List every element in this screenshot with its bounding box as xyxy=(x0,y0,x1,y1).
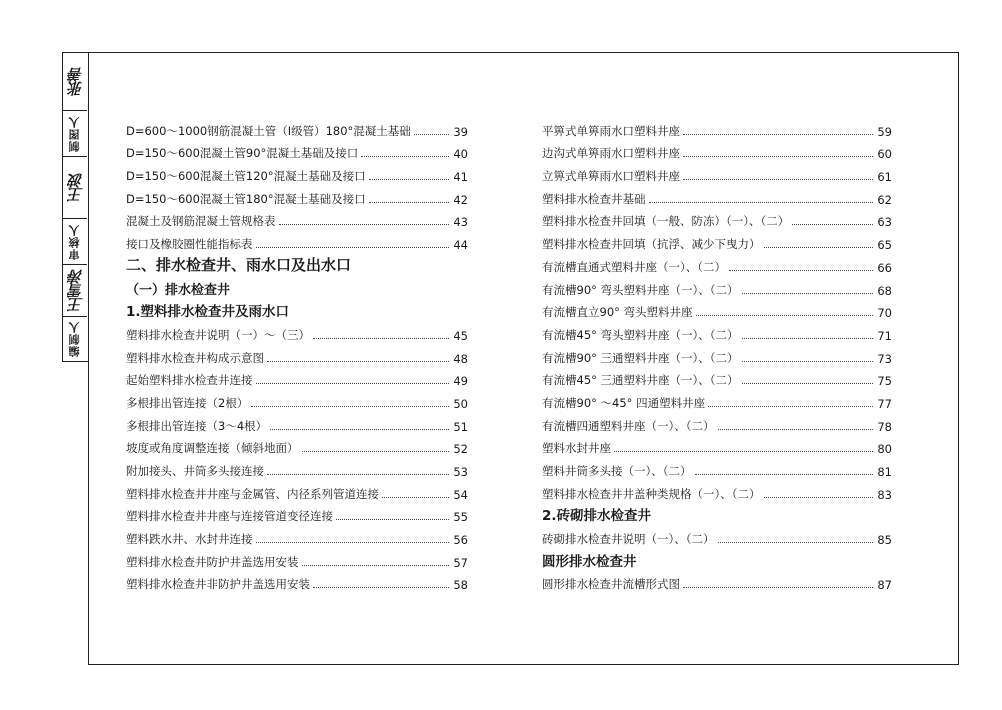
toc-page-number: 55 xyxy=(453,510,468,525)
toc-entry-title: 塑料排水检查井回填（一般、防冻）（一）、（二） xyxy=(542,214,790,229)
toc-entry-title: 平箅式单箅雨水口塑料井座 xyxy=(542,123,680,138)
toc-entry-title: 多根排出管连接（2根） xyxy=(126,395,249,410)
dot-leader xyxy=(369,202,449,203)
signature-strip xyxy=(62,52,88,362)
toc-entry-title: 塑料排水检查井井盖种类规格（一）、（二） xyxy=(542,486,761,501)
label-text: 编制人 xyxy=(68,321,81,357)
toc-entry-title: 有流槽45° 三通塑料井座（一）、（二） xyxy=(542,373,739,388)
toc-entry-title: 塑料排水检查井说明（一）～（三） xyxy=(126,327,310,342)
toc-page-number: 70 xyxy=(877,306,892,321)
dot-leader xyxy=(718,542,874,543)
toc-entry[interactable] xyxy=(542,116,892,139)
dot-leader xyxy=(369,179,449,180)
section-heading: 2.砖砌排水检查井 xyxy=(542,508,652,525)
toc-page-number: 68 xyxy=(877,283,892,298)
toc-entry[interactable] xyxy=(126,524,468,547)
dot-leader xyxy=(302,451,450,452)
toc-entry[interactable] xyxy=(126,388,468,411)
toc-entry[interactable] xyxy=(542,184,892,207)
label-text: 制图人 xyxy=(68,115,81,152)
toc-entry-title: D=150～600混凝土管120°混凝土基础及接口 xyxy=(126,169,366,184)
dot-leader xyxy=(267,474,449,475)
dot-leader xyxy=(695,474,874,475)
dot-leader xyxy=(382,497,449,498)
toc-left-column xyxy=(126,116,468,592)
toc-entry[interactable] xyxy=(126,479,468,502)
section-heading: （一）排水检查井 xyxy=(126,282,231,298)
dot-leader xyxy=(683,156,873,157)
toc-entry-title: D=600～1000钢筋混凝土管（Ⅰ级管）180°混凝土基础 xyxy=(126,123,411,138)
toc-entry[interactable] xyxy=(542,298,892,321)
toc-page-number: 66 xyxy=(877,260,892,275)
toc-page-number: 62 xyxy=(877,192,892,207)
dot-leader xyxy=(742,361,873,362)
toc-entry[interactable] xyxy=(542,366,892,389)
dot-leader xyxy=(270,429,449,430)
toc-entry-title: 混凝土及钢筋混凝土管规格表 xyxy=(126,214,276,229)
toc-entry-title: 塑料井筒多头接（一）、（二） xyxy=(542,464,692,478)
toc-entry[interactable] xyxy=(542,252,892,275)
toc-entry-title: 塑料水封井座 xyxy=(542,441,611,456)
toc-page-number: 49 xyxy=(453,374,468,389)
dot-leader xyxy=(742,383,873,384)
dot-leader xyxy=(279,224,450,225)
toc-page-number: 39 xyxy=(453,124,468,139)
toc-page-number: 77 xyxy=(877,396,892,411)
toc-page-number: 51 xyxy=(453,419,468,434)
toc-entry-title: 坡度或角度调整连接（倾斜地面） xyxy=(126,441,299,456)
toc-entry[interactable] xyxy=(126,139,468,162)
label-editor xyxy=(63,317,87,361)
toc-page-number: 58 xyxy=(453,578,468,593)
toc-entry[interactable] xyxy=(542,388,892,411)
toc-entry-title: 有流槽90° ～45° 四通塑料井座 xyxy=(542,395,706,410)
dot-leader xyxy=(683,587,873,588)
toc-entry-title: 多根排出管连接（3～4根） xyxy=(126,418,268,433)
toc-entry[interactable] xyxy=(542,139,892,162)
dot-leader xyxy=(256,247,450,248)
toc-page-number: 54 xyxy=(453,487,468,502)
toc-page-number: 78 xyxy=(877,419,892,434)
dot-leader xyxy=(313,587,449,588)
toc-entry[interactable] xyxy=(126,184,468,207)
dot-leader xyxy=(313,338,449,339)
toc-entry[interactable] xyxy=(542,207,892,230)
toc-entry-title: 接口及橡胶圈性能指标表 xyxy=(126,237,253,252)
signature-text: 王波 xyxy=(66,173,85,202)
toc-entry-title: 塑料排水检查井非防护井盖选用安装 xyxy=(126,577,310,592)
toc-page-number: 45 xyxy=(453,328,468,343)
dot-leader xyxy=(649,202,874,203)
toc-right-column xyxy=(542,116,892,592)
dot-leader xyxy=(718,429,874,430)
section-heading: 二、排水检查井、雨水口及出水口 xyxy=(126,255,352,274)
toc-entry[interactable] xyxy=(126,411,468,434)
toc-entry[interactable] xyxy=(542,320,892,343)
toc-page-number: 44 xyxy=(453,238,468,253)
dot-leader xyxy=(708,406,873,407)
toc-entry-title: 有流槽四通塑料井座（一）、（二） xyxy=(542,418,715,433)
toc-page-number: 63 xyxy=(877,215,892,230)
toc-entry[interactable] xyxy=(542,524,892,547)
toc-entry-title: 塑料排水检查井基础 xyxy=(542,191,646,206)
toc-entry-title: D=150～600混凝土管180°混凝土基础及接口 xyxy=(126,191,366,206)
dot-leader xyxy=(742,293,873,294)
toc-entry[interactable] xyxy=(126,366,468,389)
toc-entry-title: 塑料排水检查井防护井盖选用安装 xyxy=(126,554,299,569)
toc-page-number: 73 xyxy=(877,351,892,366)
toc-page-number: 61 xyxy=(877,170,892,185)
signature-text: 张善 xyxy=(66,67,85,96)
dot-leader xyxy=(764,497,874,498)
toc-page-number: 50 xyxy=(453,396,468,411)
dot-leader xyxy=(414,134,449,135)
toc-entry-title: 立箅式单箅雨水口塑料井座 xyxy=(542,169,680,184)
toc-entry[interactable] xyxy=(126,343,468,366)
toc-page-number: 75 xyxy=(877,374,892,389)
toc-entry-title: 附加接头、井筒多头接连接 xyxy=(126,464,264,478)
toc-page-number: 56 xyxy=(453,533,468,548)
dot-leader xyxy=(267,361,449,362)
toc-entry-title: 塑料排水检查井井座与连接管道变径连接 xyxy=(126,509,333,524)
toc-entry[interactable] xyxy=(542,411,892,434)
signature-text: 王雪涛 xyxy=(66,269,85,312)
toc-page-number: 60 xyxy=(877,147,892,162)
toc-page-number: 71 xyxy=(877,328,892,343)
toc-entry-title: 有流槽直立90° 弯头塑料井座 xyxy=(542,305,693,320)
dot-leader xyxy=(256,542,450,543)
toc-entry-title: 边沟式单箅雨水口塑料井座 xyxy=(542,146,680,161)
toc-page-number: 48 xyxy=(453,351,468,366)
toc-entry[interactable] xyxy=(542,161,892,184)
toc-page-number: 87 xyxy=(877,578,892,593)
toc-entry[interactable] xyxy=(126,207,468,230)
toc-entry-title: 有流槽45° 弯头塑料井座（一）、（二） xyxy=(542,327,739,342)
toc-entry[interactable] xyxy=(542,479,892,502)
toc-entry[interactable] xyxy=(126,570,468,593)
toc-entry[interactable] xyxy=(126,320,468,343)
toc-entry[interactable] xyxy=(542,275,892,298)
dot-leader xyxy=(729,270,873,271)
toc-page-number: 59 xyxy=(877,124,892,139)
label-drafter xyxy=(63,111,87,157)
signature-drafter xyxy=(63,53,87,111)
toc-entry[interactable] xyxy=(542,434,892,457)
toc-entry[interactable] xyxy=(126,434,468,457)
toc-entry-title: 有流槽90° 弯头塑料井座（一）、（二） xyxy=(542,282,739,297)
toc-entry[interactable] xyxy=(542,229,892,252)
toc-entry[interactable] xyxy=(126,116,468,139)
label-text: 审核人 xyxy=(68,223,81,260)
toc-entry[interactable] xyxy=(542,343,892,366)
toc-entry-title: 塑料排水检查井回填（抗浮、减少下曳力） xyxy=(542,237,761,252)
toc-page-number: 81 xyxy=(877,465,892,479)
signature-editor xyxy=(63,265,87,317)
toc-entry-title: 塑料排水检查井井座与金属管、内径系列管道连接 xyxy=(126,486,379,501)
label-reviewer xyxy=(63,219,87,265)
toc-entry[interactable] xyxy=(542,570,892,593)
toc-entry[interactable] xyxy=(126,229,468,252)
toc-page-number: 65 xyxy=(877,238,892,253)
toc-entry[interactable] xyxy=(126,161,468,184)
toc-entry[interactable] xyxy=(126,502,468,525)
toc-entry-title: 圆形排水检查井流槽形式图 xyxy=(542,577,680,592)
dot-leader xyxy=(614,451,873,452)
dot-leader xyxy=(764,247,874,248)
toc-page-number: 52 xyxy=(453,442,468,457)
toc-page-number: 41 xyxy=(453,170,468,185)
dot-leader xyxy=(302,565,450,566)
signature-reviewer xyxy=(63,157,87,219)
dot-leader xyxy=(336,519,449,520)
toc-page-number: 80 xyxy=(877,442,892,457)
toc-page-number: 42 xyxy=(453,192,468,207)
toc-entry-title: D=150～600混凝土管90°混凝土基础及接口 xyxy=(126,146,359,161)
toc-entry-title: 塑料跌水井、水封井连接 xyxy=(126,532,253,547)
dot-leader xyxy=(361,156,449,157)
toc-page-number: 85 xyxy=(877,533,892,548)
dot-leader xyxy=(251,406,449,407)
dot-leader xyxy=(792,224,873,225)
toc-entry-title: 砖砌排水检查井说明（一）、（二） xyxy=(542,532,715,547)
toc-page-number: 43 xyxy=(453,215,468,230)
toc-entry[interactable] xyxy=(542,456,892,479)
section-heading: 1.塑料排水检查井及雨水口 xyxy=(126,304,290,321)
toc-entry-title: 塑料排水检查井构成示意图 xyxy=(126,350,264,365)
toc-entry[interactable] xyxy=(126,547,468,570)
dot-leader xyxy=(696,315,873,316)
toc-entry-title: 有流槽90° 三通塑料井座（一）、（二） xyxy=(542,350,739,365)
toc-page-number: 40 xyxy=(453,147,468,162)
toc-page-number: 53 xyxy=(453,465,468,479)
dot-leader xyxy=(683,134,873,135)
toc-entry[interactable] xyxy=(126,456,468,479)
toc-page-number: 83 xyxy=(877,487,892,502)
toc-entry-title: 起始塑料排水检查井连接 xyxy=(126,373,253,388)
dot-leader xyxy=(742,338,873,339)
toc-entry-title: 有流槽直通式塑料井座（一）、（二） xyxy=(542,259,726,274)
section-heading: 圆形排水检查井 xyxy=(542,553,637,570)
toc-page-number: 57 xyxy=(453,555,468,570)
dot-leader xyxy=(256,383,450,384)
dot-leader xyxy=(683,179,873,180)
